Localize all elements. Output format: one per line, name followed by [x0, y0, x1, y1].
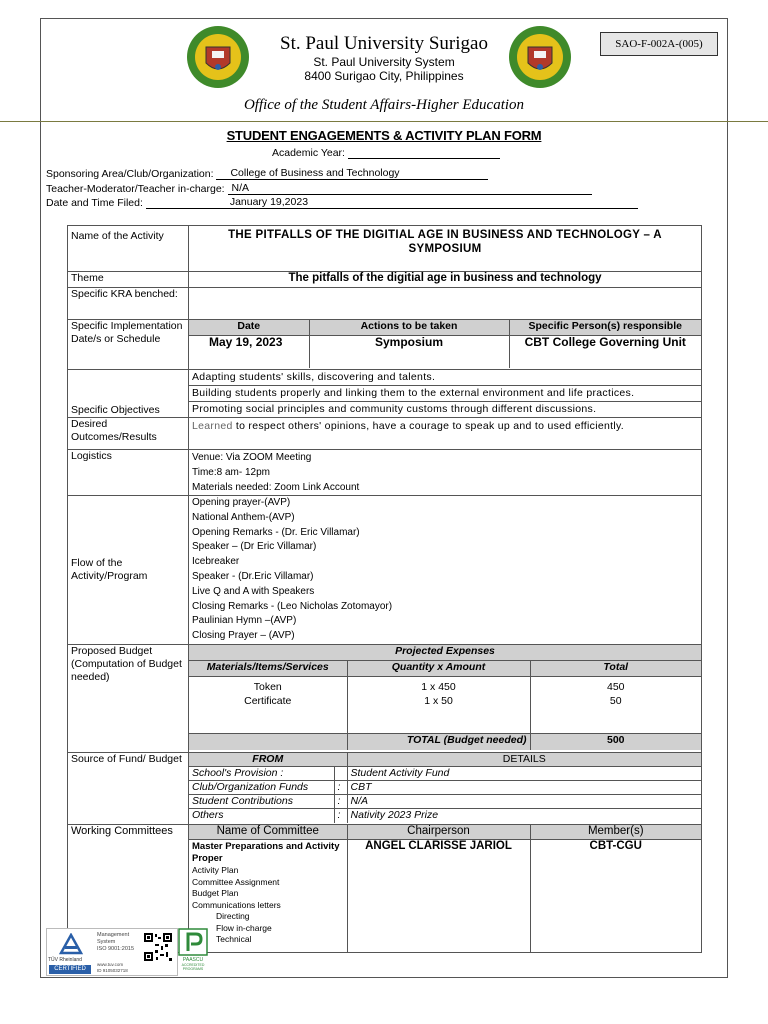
fund-from: Student Contributions: [189, 795, 334, 809]
university-system: St. Paul University System: [313, 55, 455, 69]
schedule-date: May 19, 2023: [189, 335, 309, 368]
schedule-label: Specific Implementation Date/s or Schedule: [68, 320, 189, 370]
fund-cell: [189, 752, 702, 824]
fund-colon: :: [334, 809, 347, 823]
budget-header-total: Total: [530, 661, 701, 677]
schedule-header-actions: Actions to be taken: [309, 320, 509, 335]
committee-subitem: Directing: [216, 911, 250, 922]
cert-line: Management: [97, 932, 130, 938]
fund-detail: Student Activity Fund: [347, 767, 701, 781]
form-code-box: SAO-F-002A-(005): [600, 32, 718, 56]
cert-line: ISO 9001:2015: [97, 946, 135, 952]
fund-detail: N/A: [347, 795, 701, 809]
budget-total: 450: [606, 681, 625, 694]
tuv-logo-icon: [51, 933, 91, 957]
fund-colon: [334, 767, 347, 781]
paascu-logo-icon: [178, 928, 208, 956]
logistics-item: Time:8 am- 12pm: [192, 467, 270, 478]
qr-code-icon: [143, 932, 173, 962]
objective-item: Adapting students' skills, discovering and talents.: [189, 370, 701, 386]
schedule-table: [189, 320, 701, 368]
budget-header-quantity: Quantity x Amount: [347, 661, 530, 677]
budget-item: Token: [253, 681, 282, 694]
cert-info: [97, 962, 128, 973]
paascu-name: PAASCU: [182, 957, 204, 963]
certification-badge: [46, 928, 178, 976]
flow-item: Closing Remarks - (Leo Nicholas Zotomayor): [192, 600, 393, 612]
date-filed-field[interactable]: January 19,2023: [146, 196, 638, 209]
activity-name-value: THE PITFALLS OF THE DIGITIAL AGE IN BUSINESS AND TECHNOLOGY – A SYMPOSIUM: [189, 226, 702, 272]
budget-items-col: [189, 677, 347, 734]
budget-title: Projected Expenses: [189, 645, 701, 661]
certified-label: CERTIFIED: [49, 965, 91, 974]
fund-label: Source of Fund/ Budget: [68, 752, 189, 824]
sponsor-label: Sponsoring Area/Club/Organization:: [46, 168, 214, 180]
schedule-action: Symposium: [309, 335, 509, 368]
committee-header-members: Member(s): [530, 825, 701, 840]
date-filed-label: Date and Time Filed:: [46, 197, 143, 209]
committee-title: Master Preparations and Activity Proper: [192, 841, 340, 865]
moderator-row: [46, 182, 592, 195]
committee-names: [189, 840, 347, 952]
committee-subitem: Flow in-charge: [216, 922, 272, 933]
budget-total-label: TOTAL (Budget needed): [347, 734, 530, 750]
committee-table: [189, 825, 701, 952]
kra-label: Specific KRA benched:: [68, 288, 189, 320]
logistics-item: Materials needed: Zoom Link Account: [192, 482, 360, 493]
budget-label: Proposed Budget (Computation of Budget needed): [68, 644, 189, 752]
budget-table: [189, 645, 701, 750]
objective-item: Building students properly and linking them to the external environment and life practices.: [189, 386, 701, 402]
fund-detail: Nativity 2023 Prize: [347, 809, 701, 823]
schedule-header-date: Date: [189, 320, 309, 335]
budget-cell: [189, 644, 702, 752]
flow-value: [189, 496, 702, 645]
date-filed-row: [46, 196, 638, 209]
flow-item: Paulinian Hymn –(AVP): [192, 615, 297, 627]
flow-item: National Anthem-(AVP): [192, 511, 295, 523]
flow-item: Closing Prayer – (AVP): [192, 630, 295, 642]
fund-from: School's Provision :: [189, 767, 334, 781]
budget-quantity: 1 x 50: [424, 695, 453, 708]
fund-header-from: FROM: [189, 753, 347, 767]
outcomes-value-a: Learned: [192, 420, 233, 432]
committee-subitem: Technical: [216, 934, 252, 945]
cert-line: System: [97, 939, 116, 945]
cert-id: ID 9105032718: [97, 967, 128, 973]
committee-item: Activity Plan: [192, 865, 239, 876]
moderator-field[interactable]: N/A: [228, 182, 592, 195]
academic-year-row: [272, 147, 500, 159]
theme-value: The pitfalls of the digitial age in business and technology: [189, 272, 702, 288]
flow-item: Opening Remarks - (Dr. Eric Villamar): [192, 526, 360, 538]
flow-label: Flow of the Activity/Program: [68, 496, 189, 645]
cert-url: www.tuv.com: [97, 962, 124, 967]
office-name: Office of the Student Affairs-Higher Education: [243, 97, 525, 113]
fund-colon: :: [334, 795, 347, 809]
academic-year-field[interactable]: [348, 147, 500, 159]
committee-chairperson: ANGEL CLARISSE JARIOL: [347, 840, 530, 952]
outcomes-value: [189, 418, 702, 450]
committee-cell: [189, 824, 702, 952]
tuv-name: TÜV Rheinland: [48, 957, 82, 963]
flow-item: Icebreaker: [192, 556, 240, 568]
budget-quantity-col: [347, 677, 530, 734]
fund-colon: :: [334, 781, 347, 795]
cert-lines: [97, 932, 134, 953]
objectives-label: Specific Objectives: [68, 370, 189, 418]
moderator-label: Teacher-Moderator/Teacher in-charge:: [46, 183, 225, 195]
committee-label: Working Committees: [68, 824, 189, 952]
budget-total-value: 500: [530, 734, 701, 750]
academic-year-label: Academic Year:: [272, 147, 345, 159]
committee-header-chair: Chairperson: [347, 825, 530, 840]
committee-members: CBT-CGU: [530, 840, 701, 952]
flow-item: Speaker - (Dr.Eric Villamar): [192, 570, 314, 582]
flow-item: Speaker – (Dr Eric Villamar): [192, 541, 317, 553]
objective-item: Promoting social principles and community customs through different discussions.: [192, 403, 597, 415]
fund-from: Others: [189, 809, 334, 823]
paascu-sub: ACCREDITED PROGRAMS: [181, 963, 205, 971]
outcomes-label: Desired Outcomes/Results: [68, 418, 189, 450]
budget-item: Certificate: [244, 695, 292, 708]
budget-header-items: Materials/Items/Services: [189, 661, 347, 677]
logistics-item: Venue: Via ZOOM Meeting: [192, 452, 312, 463]
fund-from: Club/Organization Funds: [189, 781, 334, 795]
outcomes-value-b: to respect others' opinions, have a courage to speak up and to used efficiently.: [232, 420, 624, 432]
sponsor-row: [46, 167, 488, 180]
budget-total-spacer: [189, 734, 347, 750]
logistics-value: [189, 450, 702, 496]
fund-table: [189, 753, 701, 823]
logistics-label: Logistics: [68, 450, 189, 496]
budget-total-col: [530, 677, 701, 734]
sponsor-field[interactable]: College of Business and Technology: [216, 167, 488, 180]
header-divider: [0, 121, 768, 122]
university-address: 8400 Surigao City, Philippines: [304, 69, 464, 83]
fund-header-details: DETAILS: [347, 753, 701, 767]
committee-item: Communications letters: [192, 899, 281, 910]
committee-item: Budget Plan: [192, 888, 239, 899]
theme-label: Theme: [68, 272, 189, 288]
schedule-cell: [189, 320, 702, 370]
fund-detail: CBT: [347, 781, 701, 795]
committee-item: Committee Assignment: [192, 876, 280, 887]
flow-item: Live Q and A with Speakers: [192, 585, 315, 597]
kra-value: [189, 288, 702, 320]
objectives-cell: [189, 370, 702, 418]
form-title: STUDENT ENGAGEMENTS & ACTIVITY PLAN FORM: [226, 128, 542, 143]
committee-header-name: Name of Committee: [189, 825, 347, 840]
budget-total: 50: [609, 695, 622, 708]
paascu-badge: [178, 928, 208, 974]
schedule-person: CBT College Governing Unit: [509, 335, 701, 368]
activity-plan-table: [67, 225, 702, 953]
schedule-header-person: Specific Person(s) responsible: [509, 320, 701, 335]
activity-name-label: Name of the Activity: [68, 226, 189, 272]
budget-quantity: 1 x 450: [421, 681, 456, 694]
university-name: St. Paul University Surigao: [280, 33, 488, 54]
flow-item: Opening prayer-(AVP): [192, 497, 291, 508]
